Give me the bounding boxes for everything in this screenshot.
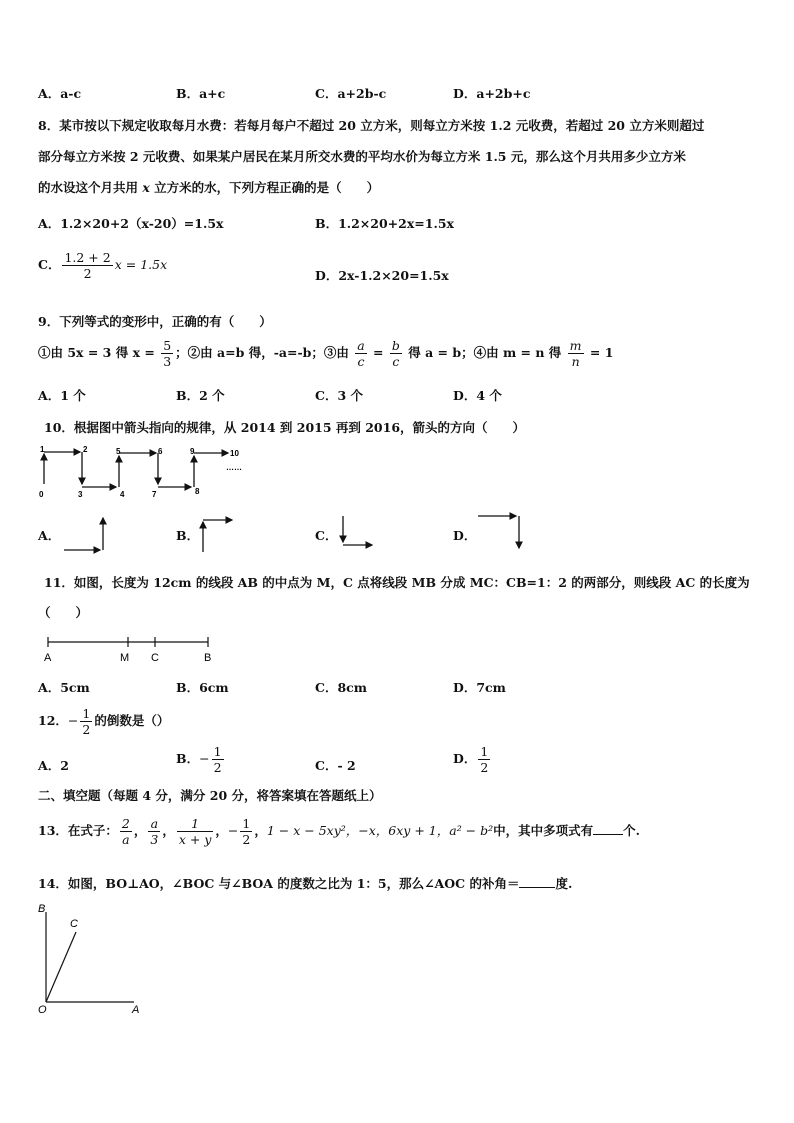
q10-option-b: B． bbox=[176, 528, 200, 543]
q11-point-c: C bbox=[151, 652, 159, 664]
q13-stem: 13．在式子： $\frac{2}{a}$ ， $\frac{a}{3}$ ， $\frac{1}{x + y}$ ，− $\frac{1}{2}$ ，1 − x − 5xy²，−x，6xy + 1，a² − b²中，其中多项式有 个. bbox=[38, 816, 641, 847]
q9-option-a: A．1 个 bbox=[38, 388, 86, 403]
q12-stem: 12．− $\frac{1}{2}$ 的倒数是（） bbox=[38, 706, 170, 737]
q8-option-c: C． $\frac{1.2 + 2}{2}$ x = 1.5x bbox=[38, 250, 168, 281]
q10-label-9: 9 bbox=[190, 447, 195, 456]
q10-label-10: 10 bbox=[230, 449, 239, 458]
q12-option-c: C．- 2 bbox=[315, 758, 356, 773]
q12-option-d: D． $\frac{1}{2}$ bbox=[453, 744, 489, 775]
q9-option-c: C．3 个 bbox=[315, 388, 363, 403]
q10-label-7: 7 bbox=[152, 490, 157, 499]
q14-label-a: A bbox=[132, 1004, 140, 1016]
q14-answer-blank bbox=[519, 887, 555, 888]
q8-stem-line2: 部分每立方米按 2 元收费、如果某户居民在某月所交水费的平均水价为每立方米 1.5 元，那么这个月共用多少立方米 bbox=[38, 149, 686, 164]
q10-label-6: 6 bbox=[158, 447, 163, 456]
q14-angle-figure bbox=[34, 900, 154, 1020]
q11-option-c: C．8cm bbox=[315, 680, 367, 695]
q11-point-b: B bbox=[204, 652, 212, 664]
q7-option-b: B．a+c bbox=[176, 86, 226, 101]
q10-label-3: 3 bbox=[78, 490, 83, 499]
q11-stem-line2: （ ） bbox=[38, 605, 89, 620]
q11-point-m: M bbox=[120, 652, 130, 664]
q7-option-d: D．a+2b+c bbox=[453, 86, 531, 101]
q8-option-a: A．1.2×20+2（x-20）=1.5x bbox=[38, 216, 224, 231]
q10-label-0: 0 bbox=[39, 490, 44, 499]
section-2-heading: 二、填空题（每题 4 分，满分 20 分，将答案填在答题纸上） bbox=[38, 788, 382, 803]
q9-option-b: B．2 个 bbox=[176, 388, 225, 403]
q14-label-o: O bbox=[38, 1004, 47, 1016]
q11-segment-figure bbox=[40, 632, 220, 666]
q10-option-b-arrows bbox=[198, 512, 240, 556]
q10-option-d: D． bbox=[453, 528, 477, 543]
q11-option-a: A．5cm bbox=[38, 680, 90, 695]
q10-arrow-pattern-figure bbox=[36, 444, 251, 500]
q10-label-4: 4 bbox=[120, 490, 125, 499]
q9-stem: 9．下列等式的变形中，正确的有（ ） bbox=[38, 314, 272, 329]
q10-arrow-path bbox=[44, 452, 228, 487]
q8-option-d: D．2x-1.2×20=1.5x bbox=[315, 268, 449, 283]
q12-option-b: B．− $\frac{1}{2}$ bbox=[176, 744, 222, 775]
q14-stem: 14．如图，BO⊥AO，∠BOC 与∠BOA 的度数之比为 1：5，那么∠AOC 的补角＝ 度. bbox=[38, 876, 573, 891]
q8-option-b: B．1.2×20+2x=1.5x bbox=[315, 216, 454, 231]
q14-label-b: B bbox=[38, 903, 46, 915]
q10-option-a: A． bbox=[38, 528, 61, 543]
q10-option-a-arrows bbox=[62, 512, 110, 556]
q10-label-ellipsis: …… bbox=[226, 463, 242, 472]
q10-option-c: C． bbox=[315, 528, 338, 543]
q10-option-d-arrows bbox=[476, 510, 528, 556]
q12-option-a: A．2 bbox=[38, 758, 69, 773]
q10-label-8: 8 bbox=[195, 487, 200, 496]
q11-option-d: D．7cm bbox=[453, 680, 506, 695]
q8-stem-line1: 8．某市按以下规定收取每月水费：若每月每户不超过 20 立方米，则每立方米按 1.2 元收费，若超过 20 立方米则超过 bbox=[38, 118, 705, 133]
ray-oc bbox=[46, 932, 76, 1002]
q9-statements: ①由 5x = 3 得 x = $\frac{5}{3}$ ；②由 a=b 得，-a=-b；③由 $\frac{a}{c}$ = $\frac{b}{c}$ 得 a = b；④由 m = n 得 $\frac{m}{n}$ = 1 bbox=[38, 338, 614, 369]
q9-option-d: D．4 个 bbox=[453, 388, 502, 403]
q10-label-1: 1 bbox=[40, 445, 45, 454]
q11-stem-line1: 11．如图，长度为 12cm 的线段 AB 的中点为 M，C 点将线段 MB 分成 MC：CB=1：2 的两部分，则线段 AC 的长度为 bbox=[44, 575, 750, 590]
q10-option-c-arrows bbox=[338, 512, 380, 556]
q7-option-a: A．a-c bbox=[38, 86, 82, 101]
q8-stem-line3: 的水设这个月共用 x 立方米的水，下列方程正确的是（ ） bbox=[38, 180, 380, 195]
q10-label-2: 2 bbox=[83, 445, 88, 454]
q13-answer-blank bbox=[593, 834, 623, 835]
q11-option-b: B．6cm bbox=[176, 680, 229, 695]
q10-label-5: 5 bbox=[116, 447, 121, 456]
q14-label-c: C bbox=[70, 918, 78, 930]
q8-option-c-fraction: $\frac{1.2 + 2}{2}$ bbox=[64, 250, 111, 281]
q7-option-c: C．a+2b-c bbox=[315, 86, 387, 101]
q10-stem: 10．根据图中箭头指向的规律，从 2014 到 2015 再到 2016，箭头的方向（ ） bbox=[44, 420, 526, 435]
q11-point-a: A bbox=[44, 652, 52, 664]
